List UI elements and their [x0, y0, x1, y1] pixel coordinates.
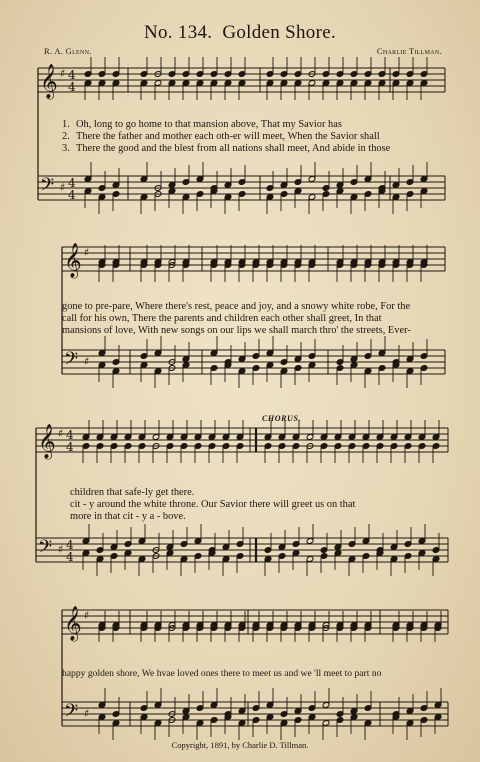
- time-signature: 4: [66, 538, 74, 552]
- lyric-line: cit - y around the white throne. Our Savior there will greet us on that: [70, 499, 356, 510]
- lyric-line: mansions of love, With new songs on our lips we shall march thro' the streets, Ever-: [62, 325, 411, 336]
- treble-clef-icon: 𝄞: [64, 606, 82, 641]
- key-signature-sharp-icon: ♯: [84, 246, 90, 259]
- lyric-line: children that safe-ly get there.: [70, 487, 195, 498]
- lyric-line: call for his own, There the parents and children each other shall greet, In that: [62, 313, 382, 324]
- treble-clef-icon: 𝄞: [40, 64, 58, 99]
- time-signature: 4: [66, 550, 74, 564]
- lyric-line: gone to pre-pare, Where there's rest, peace and joy, and a snowy white robe, For the: [62, 301, 411, 312]
- lyric-line: more in that cit - y a - bove.: [70, 511, 186, 522]
- time-signature: 4: [68, 188, 76, 202]
- treble-clef-icon: 𝄞: [38, 424, 56, 459]
- time-signature: 4: [68, 68, 76, 82]
- key-signature-sharp-icon: ♯: [84, 609, 90, 622]
- lyricist-credit: R. A. Glenn.: [44, 46, 92, 56]
- lyric-line: 3. There the good and the blest from all nations shall meet, And abide in those: [62, 143, 391, 154]
- bass-clef-icon: 𝄢: [40, 175, 55, 200]
- key-signature-sharp-icon: ♯: [60, 67, 66, 80]
- bass-clef-icon: 𝄢: [38, 537, 53, 562]
- time-signature: 4: [66, 428, 74, 442]
- time-signature: 4: [66, 440, 74, 454]
- key-signature-sharp-icon: ♯: [58, 543, 64, 556]
- bass-clef-icon: 𝄢: [64, 701, 79, 726]
- composer-credit: Charlie Tillman.: [376, 46, 442, 56]
- hymn-number: No. 134.: [143, 22, 213, 43]
- key-signature-sharp-icon: ♯: [84, 355, 90, 368]
- lyric-line: 1. Oh, long to go home to that mansion above, That my Savior has: [62, 119, 342, 130]
- time-signature: 4: [68, 80, 76, 94]
- hymn-name: Golden Shore.: [222, 22, 337, 43]
- lyric-line: 2. There the father and mother each oth-er will meet, When the Savior shall: [62, 131, 380, 142]
- chorus-label: CHORUS.: [262, 414, 302, 423]
- copyright-notice: Copyright, 1891, by Charlie D. Tillman.: [171, 740, 309, 750]
- key-signature-sharp-icon: ♯: [58, 427, 64, 440]
- lyric-line: happy golden shore, We hvae loved ones there to meet us and we 'll meet to part no: [62, 668, 382, 679]
- treble-clef-icon: 𝄞: [64, 243, 82, 278]
- key-signature-sharp-icon: ♯: [84, 707, 90, 720]
- bass-clef-icon: 𝄢: [64, 349, 79, 374]
- key-signature-sharp-icon: ♯: [60, 181, 66, 194]
- time-signature: 4: [68, 176, 76, 190]
